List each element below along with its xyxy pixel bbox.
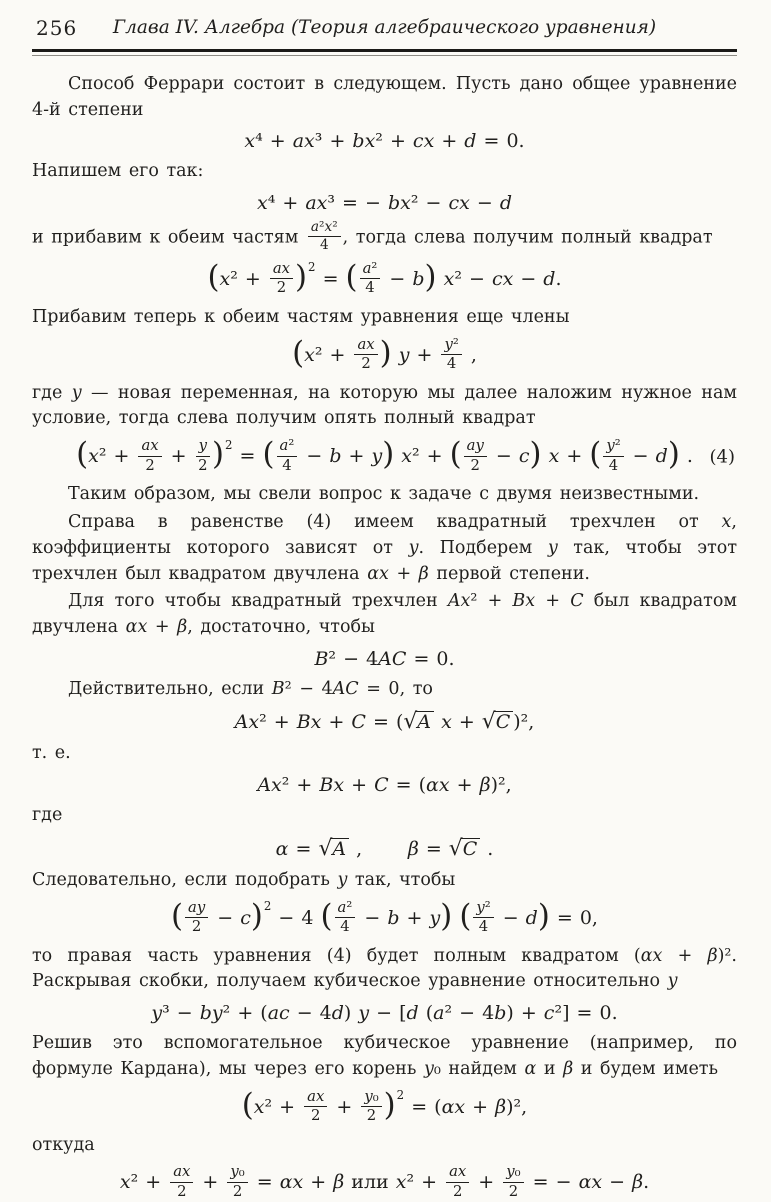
page-number: 256 xyxy=(36,16,78,40)
formula-line: (x² + $\frac{ax}{2}$ )$^2$ = ( $\frac{\text{a²}}{4}$ − b) x² − cx − d. xyxy=(207,258,562,297)
square-root: √C xyxy=(449,836,480,861)
paragraph: Действительно, если B² − 4AC = 0, то xyxy=(68,678,433,699)
fraction: $\frac{ax}{2}$ xyxy=(446,1164,469,1200)
paragraph: Следовательно, если подобрать y так, чтобы xyxy=(32,869,456,890)
formula-line: ( $\frac{ay}{2}$ − c)$^2$ − 4 ( $\frac{\text{a²}}{4}$ − b + y) ( $\frac{\text{y²}}{4}$ − d) = 0, xyxy=(171,897,598,936)
formula-line: x⁴ + ax³ = − bx² − cx − d xyxy=(256,192,512,215)
fraction: $\frac{\text{y²}}{4}$ xyxy=(603,438,623,474)
square-root: √A xyxy=(403,709,434,734)
page-content xyxy=(32,72,737,1202)
fraction: $\frac{y}{2}$ xyxy=(196,438,210,474)
fraction: $\frac{\text{y₀}}{2}$ xyxy=(503,1164,523,1200)
paragraph: Решив это вспомогательное кубическое уравнение (например, по формуле Кардана), мы через его корень y₀ найдем α и β и будем иметь xyxy=(32,1033,737,1079)
fraction: $\frac{\text{a²}}{4}$ xyxy=(335,900,356,936)
square-root: √A xyxy=(318,836,349,861)
header-rule-thick xyxy=(32,49,737,52)
fraction: $\frac{\text{y²}}{4}$ xyxy=(473,900,493,936)
fraction: $\frac{\text{a²}}{4}$ xyxy=(277,438,298,474)
formula-line: α = √A , β = √C . xyxy=(275,835,494,861)
radical-icon: √ xyxy=(481,709,496,735)
paragraph: Таким образом, мы свели вопрос к задаче с двумя неизвестными. xyxy=(68,484,700,505)
formula-line: x² + $\frac{ax}{2}$ + $\frac{\text{y₀}}{2}$ = αx + β или x² + $\frac{ax}{2}$ + $\frac{\text{y₀}}{2}$ = − αx − β. xyxy=(119,1163,650,1201)
paragraph: Прибавим теперь к обеим частям уравнения еще члены xyxy=(32,306,570,327)
formula-line: x⁴ + ax³ + bx² + cx + d = 0. xyxy=(244,130,525,153)
header-rule-thin xyxy=(32,55,737,56)
fraction: $\frac{ax}{2}$ xyxy=(304,1089,327,1125)
fraction: $\frac{ay}{2}$ xyxy=(185,900,208,936)
formula-line: Ax² + Bx + C = (αx + β)², xyxy=(257,774,512,797)
formula-line: (x² + $\frac{ax}{2}$ + $\frac{y}{2}$ )$^2$ = ( $\frac{\text{a²}}{4}$ − b + y) x² + ( $\frac{ay}{2}$ − c) x + ( $\frac{\text{y²}}{4}$ − d) . (4) xyxy=(76,436,735,474)
formula-line: y³ − by² + (ac − 4d) y − [d (a² − 4b) + c²] = 0. xyxy=(151,1002,618,1025)
paragraph: где y — новая переменная, на которую мы далее наложим нужное нам условие, тогда слева получим опять полный квадрат xyxy=(32,382,737,429)
formula-line: (x² + $\frac{ax}{2}$ + $\frac{\text{y₀}}{2}$ )$^2$ = (αx + β)², xyxy=(241,1086,528,1125)
paragraph: Справа в равенстве (4) имеем квадратный трехчлен от x, коэффициенты которого зависят от y. Подберем y так, чтобы этот трехчлен был квадратом двучлена αx + β первой степени. xyxy=(32,512,737,584)
fraction: $\frac{ax}{2}$ xyxy=(170,1164,193,1200)
radical-icon: √ xyxy=(318,835,333,861)
fraction: $\frac{\text{y₀}}{2}$ xyxy=(227,1164,247,1200)
fraction: $\frac{\text{y₀}}{2}$ xyxy=(361,1089,381,1125)
fraction: $\frac{\text{a²x²}}{4}$ xyxy=(308,220,341,254)
paragraph: откуда xyxy=(32,1134,95,1155)
running-header xyxy=(32,14,737,44)
fraction: $\frac{ax}{2}$ xyxy=(354,337,377,373)
chapter-title: Глава IV. Алгебра (Теория алгебраического уравнения) xyxy=(112,17,657,38)
paragraph: Способ Феррари состоит в следующем. Пусть дано общее уравнение 4-й степени xyxy=(32,74,737,120)
radical-icon: √ xyxy=(403,709,418,735)
equation-number: (4) xyxy=(709,446,735,468)
fraction: $\frac{ay}{2}$ xyxy=(464,438,487,474)
formula-line: Ax² + Bx + C = (√A x + √C )², xyxy=(234,709,535,735)
fraction: $\frac{\text{y²}}{4}$ xyxy=(441,337,461,373)
paragraph: Для того чтобы квадратный трехчлен Ax² + Bx + C был квадратом двучлена αx + β, достаточно, чтобы xyxy=(32,591,737,637)
fraction: $\frac{ax}{2}$ xyxy=(138,438,161,474)
square-root: √C xyxy=(482,709,513,734)
fraction: $\frac{\text{a²}}{4}$ xyxy=(360,261,381,297)
fraction: $\frac{ax}{2}$ xyxy=(270,261,293,297)
paragraph: и прибавим к обеим частям $\frac{\text{a²x²}}{4}$ , тогда слева получим полный квадрат xyxy=(32,219,713,254)
paragraph: т. е. xyxy=(32,743,71,764)
paragraph: Напишем его так: xyxy=(32,161,204,182)
radical-icon: √ xyxy=(448,835,463,861)
formula-line: (x² + $\frac{ax}{2}$ ) y + $\frac{\text{y²}}{4}$ , xyxy=(292,334,477,373)
formula-line: B² − 4AC = 0. xyxy=(314,647,455,670)
paragraph: где xyxy=(32,805,63,826)
paragraph: то правая часть уравнения (4) будет полным квадратом (αx + β)². Раскрывая скобки, получаем кубическое уравнение относительно y xyxy=(32,945,737,992)
